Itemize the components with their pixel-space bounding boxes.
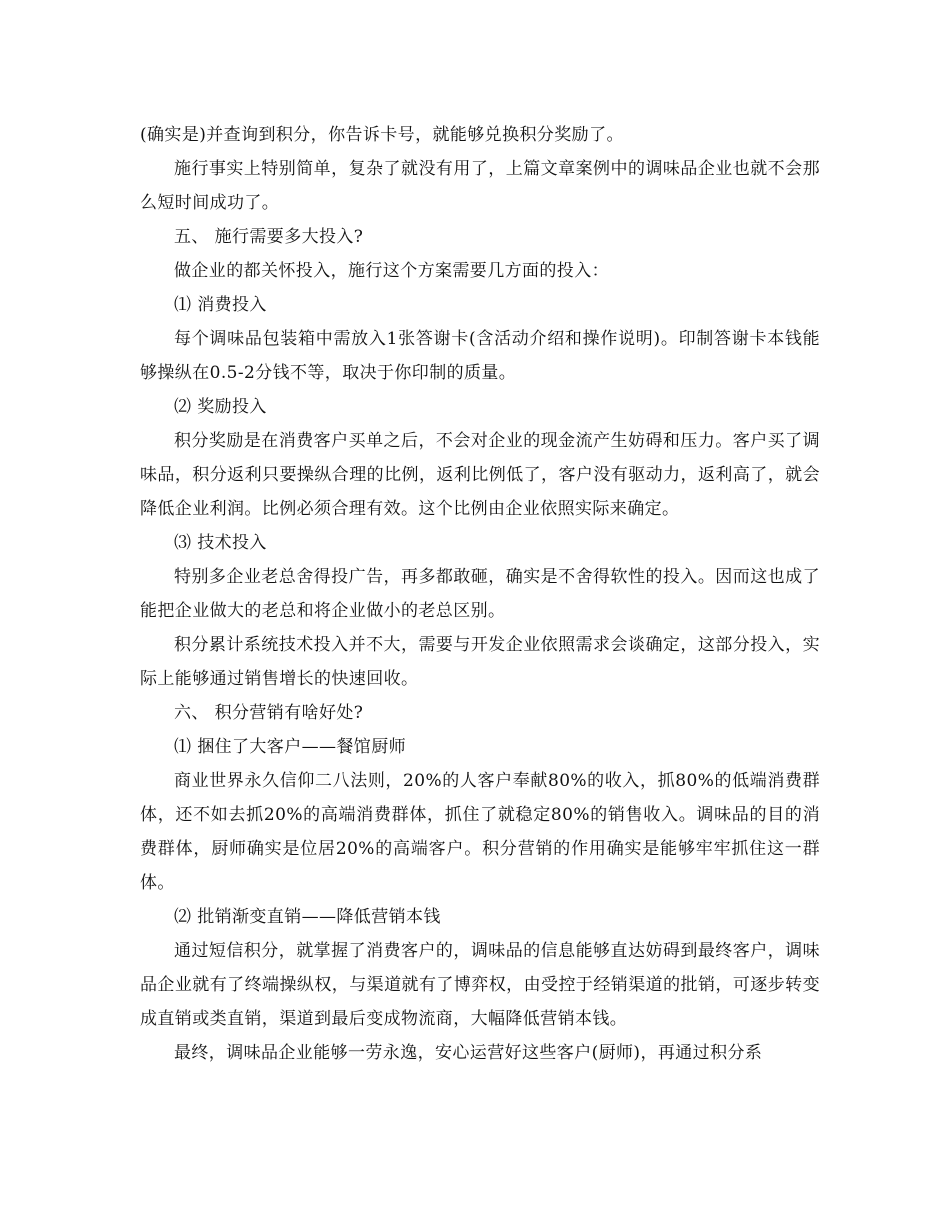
subsection-heading: ⑶ 技术投入 [174,533,267,553]
paragraph: 商业世界永久信仰二八法则，20%的人客户奉献80%的收入，抓80%的低端消费群体，还不如去抓20%的高端消费群体，抓住了就稳定80%的销售收入。调味品的目的消费群体，厨师确实是位居20%的高端客户。积分营销的作用确实是能够牢牢抓住这一群体。 [140,771,820,893]
subsection-heading: ⑵ 批销渐变直销——降低营销本钱 [174,907,441,927]
document-body [140,118,820,1070]
paragraph: 最终，调味品企业能够一劳永逸，安心运营好这些客户(厨师)，再通过积分系 [174,1043,763,1063]
section-heading: 六、 积分营销有啥好处? [174,703,364,723]
paragraph: 特别多企业老总舍得投广告，再多都敢砸，确实是不舍得软性的投入。因而这也成了能把企业做大的老总和将企业做小的老总区别。 [140,567,820,621]
subsection-heading: ⑴ 捆住了大客户——餐馆厨师 [174,737,407,757]
paragraph: 积分奖励是在消费客户买单之后，不会对企业的现金流产生妨碍和压力。客户买了调味品，积分返利只要操纵合理的比例，返利比例低了，客户没有驱动力，返利高了，就会降低企业利润。比例必须合理有效。这个比例由企业依照实际来确定。 [140,431,820,519]
paragraph: 积分累计系统技术投入并不大，需要与开发企业依照需求会谈确定，这部分投入，实际上能够通过销售增长的快速回收。 [140,635,820,689]
subsection-heading: ⑴ 消费投入 [174,295,267,315]
section-heading: 五、 施行需要多大投入? [174,227,364,247]
subsection-heading: ⑵ 奖励投入 [174,397,267,417]
paragraph: 每个调味品包装箱中需放入1张答谢卡(含活动介绍和操作说明)。印制答谢卡本钱能够操纵在0.5-2分钱不等，取决于你印制的质量。 [140,329,820,383]
paragraph: 施行事实上特别简单，复杂了就没有用了，上篇文章案例中的调味品企业也就不会那么短时间成功了。 [140,159,820,213]
paragraph: 通过短信积分，就掌握了消费客户的，调味品的信息能够直达妨碍到最终客户，调味品企业就有了终端操纵权，与渠道就有了博弈权，由受控于经销渠道的批销，可逐步转变成直销或类直销，渠道到最后变成物流商，大幅降低营销本钱。 [140,941,820,1029]
paragraph: (确实是)并查询到积分，你告诉卡号，就能够兑换积分奖励了。 [140,125,624,145]
paragraph: 做企业的都关怀投入，施行这个方案需要几方面的投入： [174,261,609,281]
